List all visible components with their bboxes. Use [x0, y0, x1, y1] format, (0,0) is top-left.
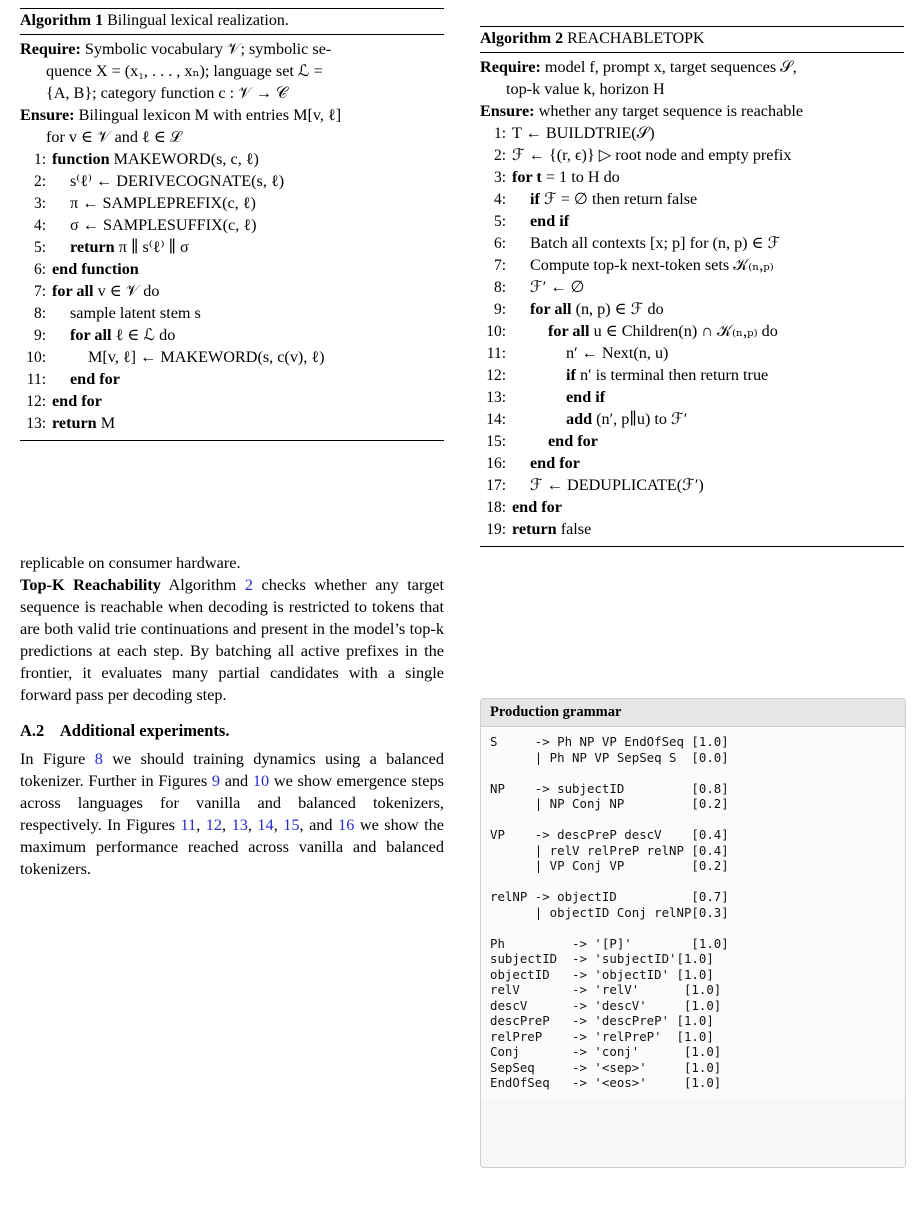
line-number: 10: — [486, 323, 506, 340]
topk-body: checks whether any target sequence is reachable when decoding is restricted to tokens that are both valid trie continuations and present in the model’s top-k predictions at each step. By batching all active prefixes in the frontier, it evaluates many partial candidates with a single forward pass per decoding step. — [20, 575, 444, 704]
line-number: 18: — [486, 499, 506, 516]
line-number: 1: — [33, 151, 46, 168]
algorithm1-line — [20, 214, 444, 236]
line-number: 3: — [33, 195, 46, 212]
line-text: for all ℓ ∈ ℒ do — [70, 326, 176, 344]
line-number: 6: — [33, 261, 46, 278]
algorithm2-line — [480, 232, 904, 254]
line-text: return π ∥ s⁽ℓ⁾ ∥ σ — [70, 238, 189, 256]
algorithm1-line — [20, 390, 444, 412]
algorithm1-line — [20, 324, 444, 346]
require-keyword-2: Require: — [480, 58, 541, 76]
algorithm2-line — [480, 342, 904, 364]
line-text: if ℱ = ∅ then return false — [530, 190, 698, 208]
algorithm1-line — [20, 148, 444, 170]
line-text: ℱ ← DEDUPLICATE(ℱ′) — [530, 476, 704, 494]
algorithm1-line — [20, 346, 444, 368]
algorithm-2 — [480, 26, 904, 547]
exp-text-a: In Figure — [20, 749, 86, 768]
line-text: sample latent stem s — [70, 304, 201, 322]
exp-text-d: we show emergence steps across languages for vanilla and balanced tokenizers, respectively. In Figures — [20, 771, 444, 834]
algorithm-1 — [20, 8, 444, 441]
algorithm2-line — [480, 430, 904, 452]
line-number: 14: — [486, 411, 506, 428]
algorithm-1-title: Bilingual lexical realization. — [107, 12, 289, 29]
ensure-text-line-1: Bilingual lexicon M with entries M[v, ℓ] — [78, 106, 342, 124]
topk-heading: Top-K Reachability — [20, 575, 161, 594]
line-number: 7: — [493, 257, 506, 274]
line-text: return false — [512, 520, 592, 538]
figure-11-link[interactable]: 11 — [180, 815, 197, 834]
line-text: add (n′, p∥u) to ℱ′ — [566, 410, 688, 428]
production-grammar-title: Production grammar — [481, 699, 905, 727]
algorithm-2-label: Algorithm 2 — [480, 30, 564, 47]
ensure-keyword: Ensure: — [20, 106, 75, 124]
algorithm1-line — [20, 170, 444, 192]
algorithm-2-body — [480, 53, 904, 546]
line-number: 6: — [493, 235, 506, 252]
figure-16-link[interactable]: 16 — [338, 815, 355, 834]
exp-text-e: we show the maximum performance reached across vanilla and balanced tokenizers. — [20, 815, 445, 878]
line-text: Batch all contexts [x; p] for (n, p) ∈ ℱ — [530, 234, 781, 252]
algorithm2-line — [480, 386, 904, 408]
algorithm2-line — [480, 452, 904, 474]
algorithm1-line — [20, 258, 444, 280]
algorithm2-line — [480, 166, 904, 188]
algorithm1-line — [20, 192, 444, 214]
ensure-keyword-2: Ensure: — [480, 102, 535, 120]
line-text: end if — [566, 388, 606, 406]
line-number: 4: — [33, 217, 46, 234]
algorithm-2-ensure — [480, 100, 904, 122]
line-text: for all u ∈ Children(n) ∩ 𝒦₍ₙ,ₚ₎ do — [548, 322, 778, 340]
algorithm-2-require — [480, 56, 904, 100]
line-text: ℱ ← {(r, ϵ)} ▷ root node and empty prefix — [512, 146, 792, 164]
algorithm2-line — [480, 188, 904, 210]
production-grammar-box — [480, 698, 906, 1168]
line-text: end function — [52, 260, 139, 278]
exp-text-b: we should training dynamics using a balanced tokenizer. Further in Figures — [20, 749, 445, 790]
line-number: 5: — [493, 213, 506, 230]
algorithm1-line — [20, 412, 444, 434]
figure-8-link[interactable]: 8 — [94, 749, 103, 768]
require-keyword: Require: — [20, 40, 81, 58]
line-number: 11: — [486, 345, 506, 362]
figure-9-link[interactable]: 9 — [211, 771, 221, 790]
line-number: 12: — [26, 393, 46, 410]
line-number: 1: — [493, 125, 506, 142]
line-number: 11: — [26, 371, 46, 388]
section-heading — [20, 720, 444, 742]
line-number: 3: — [493, 169, 506, 186]
line-number: 8: — [33, 305, 46, 322]
exp-text-c: and — [224, 771, 249, 790]
paragraph-topk — [20, 574, 444, 706]
algorithm-1-lines — [20, 148, 444, 434]
line-number: 4: — [493, 191, 506, 208]
line-text: return M — [52, 414, 116, 432]
line-number: 8: — [493, 279, 506, 296]
algorithm2-line — [480, 320, 904, 342]
figure-13-link[interactable]: 13 — [231, 815, 248, 834]
algorithm1-line — [20, 236, 444, 258]
line-number: 2: — [493, 147, 506, 164]
line-text: end if — [530, 212, 570, 230]
line-text: for all (n, p) ∈ ℱ do — [530, 300, 664, 318]
line-number: 15: — [486, 433, 506, 450]
algorithm-1-header — [20, 9, 444, 35]
algorithm2-line — [480, 254, 904, 276]
line-text: n′ ← Next(n, u) — [566, 344, 669, 362]
line-text: end for — [70, 370, 120, 388]
algorithm2-line — [480, 298, 904, 320]
figure-10-link[interactable]: 10 — [252, 771, 270, 790]
line-text: end for — [512, 498, 562, 516]
topk-ref-prefix: Algorithm — [168, 575, 237, 594]
algorithm-1-label: Algorithm 1 — [20, 12, 104, 29]
section-title: Additional experiments. — [59, 721, 230, 740]
line-number: 17: — [486, 477, 506, 494]
line-text: σ ← SAMPLESUFFIX(c, ℓ) — [70, 216, 257, 234]
algorithm2-line — [480, 496, 904, 518]
require2-text-line-1: model f, prompt x, target sequences 𝒮, — [544, 58, 797, 76]
algorithm-1-require — [20, 38, 444, 104]
line-number: 12: — [486, 367, 506, 384]
ensure-text-line-2: for v ∈ 𝒱 and ℓ ∈ ℒ — [46, 128, 182, 146]
line-text: end for — [548, 432, 598, 450]
line-number: 13: — [486, 389, 506, 406]
line-text: if n′ is terminal then return true — [566, 366, 769, 384]
line-text: end for — [52, 392, 102, 410]
production-grammar-code: S -> Ph NP VP EndOfSeq [1.0] | Ph NP VP SepSeq S [0.0] NP -> subjectID [0.8] | NP Conj NP [0.2] VP -> descPreP descV [0.4] | relV relPreP relNP [0.4] | VP Conj VP [0.2] relNP -> objectID [0.7] | objectID Conj relNP[0.3] Ph -> '[P]' [1.0] subjectID -> 'subjectID'[1.0] objectID -> 'objectID' [1.0] relV -> 'relV' [1.0] descV -> 'descV' [1.0] descPreP -> 'descPreP' [1.0] relPreP -> 'relPreP' [1.0] Conj -> 'conj' [1.0] SepSeq -> '<sep>' [1.0] EndOfSeq -> '<eos>' [1.0] — [481, 727, 905, 1098]
algorithm2-line — [480, 364, 904, 386]
section-number: A.2 — [20, 721, 45, 740]
require2-text-line-2: top-k value k, horizon H — [506, 80, 665, 98]
figure-14-link[interactable]: 14 — [257, 815, 274, 834]
line-text: T ← BUILDTRIE(𝒮) — [512, 124, 655, 142]
require-text-line-1: Symbolic vocabulary 𝒱; symbolic se- — [84, 40, 332, 58]
line-text: for all v ∈ 𝒱 do — [52, 282, 160, 300]
algorithm1-line — [20, 368, 444, 390]
algorithm2-line — [480, 518, 904, 540]
algorithm2-line — [480, 122, 904, 144]
require-text-line-3: {A, B}; category function c : 𝒱 → 𝒞 — [46, 84, 288, 102]
line-text: ℱ′ ← ∅ — [530, 278, 585, 296]
algorithm-2-title: REACHABLETOPK — [567, 30, 705, 47]
figure-15-link[interactable]: 15 — [283, 815, 300, 834]
require-text-line-2: quence X = (x₁, . . . , xₙ); language set ℒ = — [46, 62, 323, 80]
algorithm-1-ensure — [20, 104, 444, 148]
line-text: for t = 1 to H do — [512, 168, 620, 186]
line-number: 5: — [33, 239, 46, 256]
algorithm2-line — [480, 210, 904, 232]
line-text: function MAKEWORD(s, c, ℓ) — [52, 150, 259, 168]
algorithm2-line — [480, 144, 904, 166]
body-text-left — [20, 552, 444, 880]
figure-12-link[interactable]: 12 — [205, 815, 223, 834]
algorithm-ref-link[interactable]: 2 — [244, 575, 253, 594]
algorithm1-line — [20, 302, 444, 324]
paragraph-continuation: replicable on consumer hardware. — [20, 553, 241, 572]
exp-text-and: and — [309, 815, 333, 834]
line-number: 19: — [486, 521, 506, 538]
line-text: Compute top-k next-token sets 𝒦₍ₙ,ₚ₎ — [530, 256, 774, 274]
ensure2-text-line-1: whether any target sequence is reachable — [538, 102, 804, 120]
line-number: 10: — [26, 349, 46, 366]
algorithm2-line — [480, 276, 904, 298]
line-text: s⁽ℓ⁾ ← DERIVECOGNATE(s, ℓ) — [70, 172, 285, 190]
line-number: 9: — [33, 327, 46, 344]
algorithm-2-lines — [480, 122, 904, 540]
line-text: end for — [530, 454, 580, 472]
algorithm1-line — [20, 280, 444, 302]
line-number: 7: — [33, 283, 46, 300]
line-number: 13: — [26, 415, 46, 432]
line-text: M[v, ℓ] ← MAKEWORD(s, c(v), ℓ) — [88, 348, 325, 366]
algorithm2-line — [480, 408, 904, 430]
line-number: 16: — [486, 455, 506, 472]
paragraph-experiments: In Figure 8 we should training dynamics using a balanced tokenizer. Further in Figures 9 and 10 we show emergence steps across languages for vanilla and balanced tokenizers, respectively. In Figures 11, 12, 13, 14, 15, and 16 we show the maximum performance reached across vanilla and balanced tokenizers. — [20, 749, 445, 878]
line-text: π ← SAMPLEPREFIX(c, ℓ) — [70, 194, 256, 212]
algorithm-1-body — [20, 35, 444, 440]
algorithm2-line — [480, 474, 904, 496]
line-number: 2: — [33, 173, 46, 190]
algorithm-2-header — [480, 27, 904, 53]
line-number: 9: — [493, 301, 506, 318]
